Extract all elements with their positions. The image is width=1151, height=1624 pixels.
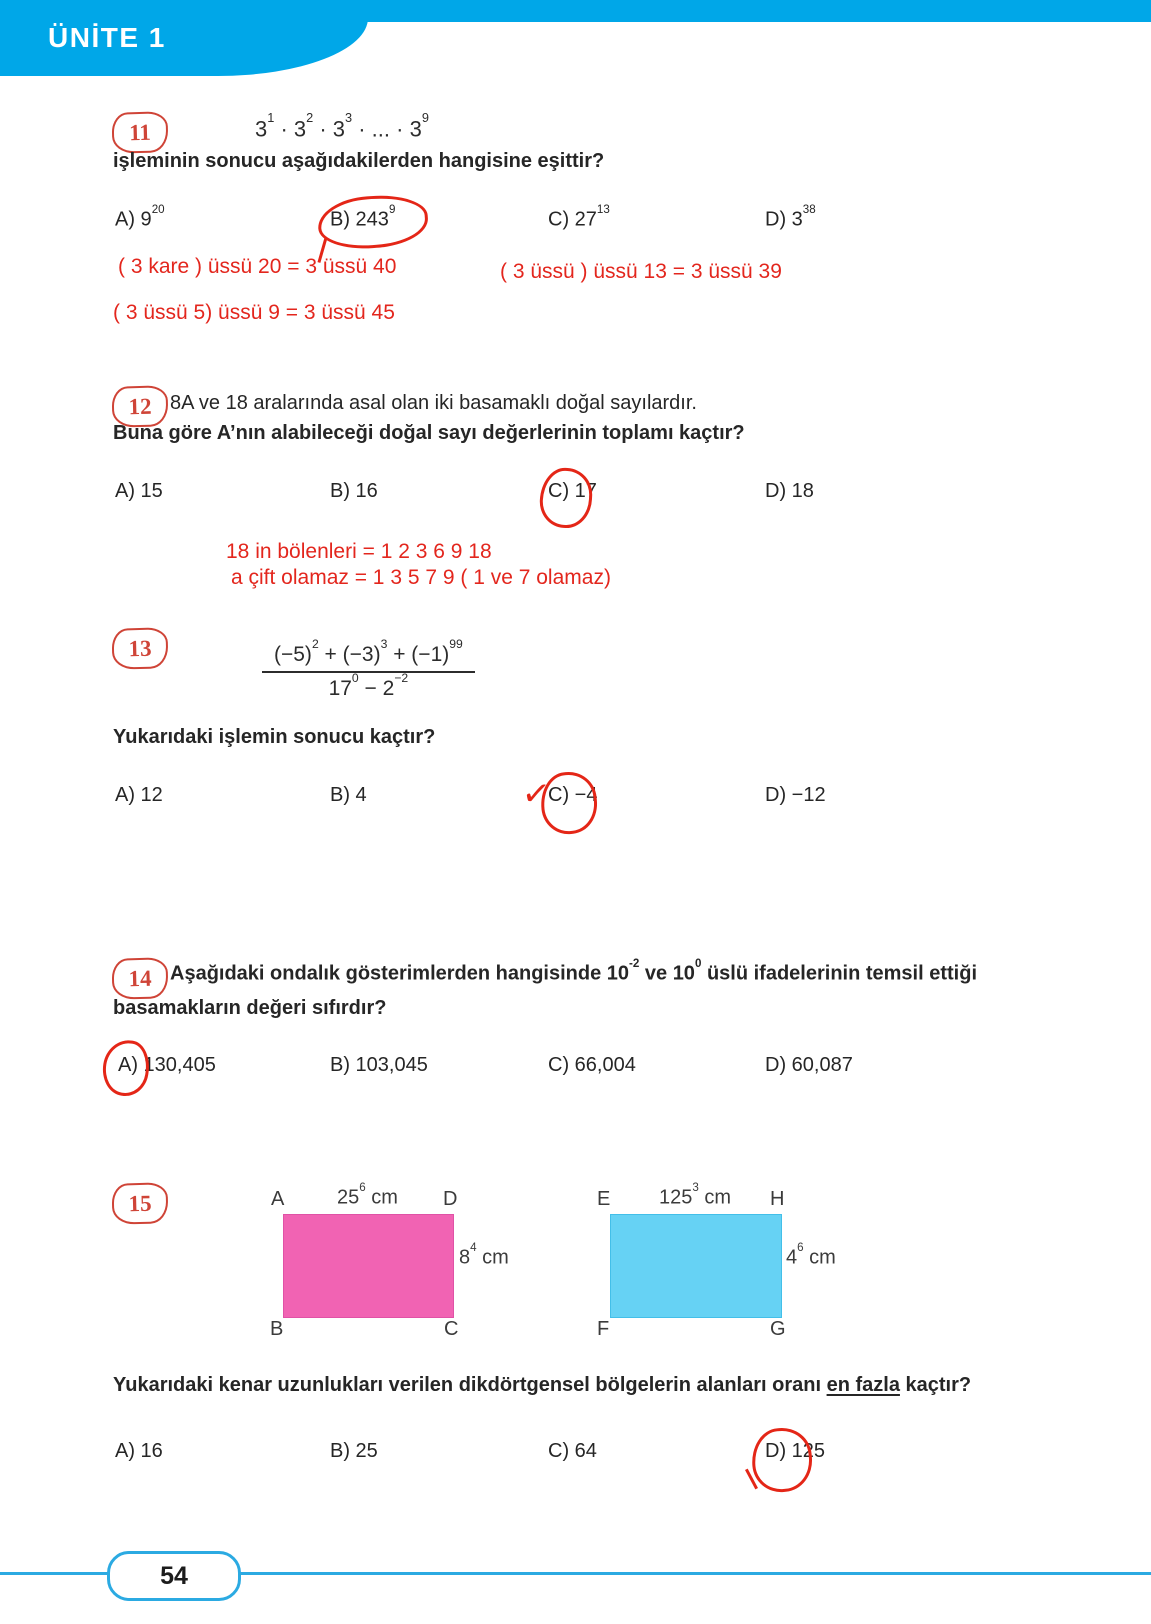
- option-13-b: B) 4: [330, 784, 367, 806]
- question-12-number: 12: [128, 393, 152, 419]
- option-13-c: C) −4: [548, 784, 598, 806]
- expr-sup: 2: [306, 110, 314, 126]
- checkmark-13: ✓: [520, 773, 553, 815]
- page-number: 54: [160, 1561, 188, 1590]
- question-13-stem: Yukarıdaki işlemin sonucu kaçtır?: [113, 726, 436, 748]
- expr-part: · 3: [274, 116, 307, 142]
- question-14-number: 14: [128, 965, 152, 991]
- option-14-b: B) 103,045: [330, 1054, 428, 1076]
- option-15-c: C) 64: [548, 1440, 597, 1462]
- unit-title: ÜNİTE 1: [48, 22, 166, 53]
- corner-label-h: H: [770, 1188, 785, 1210]
- option-13-a: A) 12: [115, 784, 163, 806]
- expr-part: 3: [255, 116, 268, 142]
- question-11-number: 11: [128, 119, 152, 145]
- rectangle-figure-efgh: [610, 1214, 782, 1318]
- expr-sup: 3: [345, 110, 353, 126]
- option-11-a: A) $9^{20}$: [115, 202, 165, 231]
- option-11-b: B) $243^9$: [330, 202, 396, 231]
- corner-label-c: C: [444, 1318, 459, 1340]
- option-14-d: D) 60,087: [765, 1054, 853, 1076]
- question-11-expression: [255, 110, 429, 142]
- option-11-d: D) $3^{38}$: [765, 202, 816, 231]
- option-12-c: C) 17: [548, 480, 597, 502]
- corner-label-g: G: [770, 1318, 786, 1340]
- expr-sup: 1: [267, 110, 275, 126]
- question-14-badge: [111, 957, 168, 999]
- option-14-c: C) 66,004: [548, 1054, 636, 1076]
- page-number-pill: [107, 1551, 241, 1601]
- dimension-label-efgh-side: $4^6$ cm: [786, 1240, 836, 1269]
- answer-circle-12-c: [538, 467, 593, 530]
- option-12-b: B) 16: [330, 480, 378, 502]
- question-12-stem-line2: Buna göre A’nın alabileceği doğal sayı değerlerinin toplamı kaçtır?: [113, 422, 745, 444]
- question-14-stem-line1: Aşağıdaki ondalık gösterimlerden hangisinde $10^{-2}$ ve $10^0$ üslü ifadelerinin temsil ettiği: [170, 956, 977, 985]
- dimension-label-abcd-side: $8^4$ cm: [459, 1240, 509, 1269]
- rectangle-figure-abcd: [283, 1214, 454, 1318]
- answer-circle-14-a: [99, 1037, 153, 1100]
- option-13-d: D) −12: [765, 784, 826, 806]
- corner-label-b: B: [270, 1318, 284, 1340]
- option-12-d: D) 18: [765, 480, 814, 502]
- question-15-badge: [111, 1182, 168, 1224]
- question-11-badge: [111, 111, 168, 153]
- question-14-stem-line2: basamakların değeri sıfırdır?: [113, 997, 387, 1019]
- option-14-a: A) 130,405: [118, 1054, 216, 1076]
- question-15-number: 15: [128, 1190, 152, 1216]
- fraction-numerator: $(-5)^2 + (-3)^3 + (-1)^{99}$: [262, 642, 475, 673]
- expr-part: · ... · 3: [352, 116, 422, 142]
- answer-circle-15-d: [749, 1426, 814, 1495]
- answer-circle-11-b: [316, 192, 429, 252]
- question-13-fraction: [262, 636, 475, 701]
- question-13-badge: [111, 627, 168, 669]
- fraction-denominator: $17^0 - 2^{-2}$: [328, 670, 409, 700]
- question-13-number: 13: [128, 635, 152, 661]
- handwritten-note-11-1: ( 3 kare ) üssü 20 = 3 üssü 40: [118, 255, 397, 278]
- option-15-a: A) 16: [115, 1440, 163, 1462]
- handwritten-note-11-2: ( 3 üssü ) üssü 13 = 3 üssü 39: [500, 260, 782, 283]
- expr-sup: 9: [421, 110, 429, 126]
- option-15-d: D) 125: [765, 1440, 826, 1462]
- handwritten-note-11-3: ( 3 üssü 5) üssü 9 = 3 üssü 45: [113, 301, 395, 324]
- handwritten-note-12-1: 18 in bölenleri = 1 2 3 6 9 18: [226, 540, 492, 563]
- dimension-label-efgh-top: $125^3$ cm: [658, 1180, 732, 1209]
- option-12-a: A) 15: [115, 480, 163, 502]
- question-12-stem-line1: 8A ve 18 aralarında asal olan iki basamaklı doğal sayılardır.: [170, 392, 697, 414]
- option-15-b: B) 25: [330, 1440, 378, 1462]
- handwritten-note-12-2: a çift olamaz = 1 3 5 7 9 ( 1 ve 7 olamaz): [231, 566, 611, 589]
- dimension-label-abcd-top: $25^6$ cm: [337, 1180, 398, 1209]
- corner-label-f: F: [597, 1318, 610, 1340]
- expr-part: · 3: [313, 116, 346, 142]
- corner-label-e: E: [597, 1188, 611, 1210]
- option-11-c: C) $27^{13}$: [548, 202, 610, 231]
- question-11-stem: işleminin sonucu aşağıdakilerden hangisine eşittir?: [113, 150, 605, 172]
- question-15-stem: Yukarıdaki kenar uzunlukları verilen dikdörtgensel bölgelerin alanları oranı en fazla kaçtır?: [113, 1374, 972, 1396]
- corner-label-d: D: [443, 1188, 458, 1210]
- corner-label-a: A: [271, 1188, 285, 1210]
- underlined-en-fazla: en fazla: [826, 1374, 900, 1396]
